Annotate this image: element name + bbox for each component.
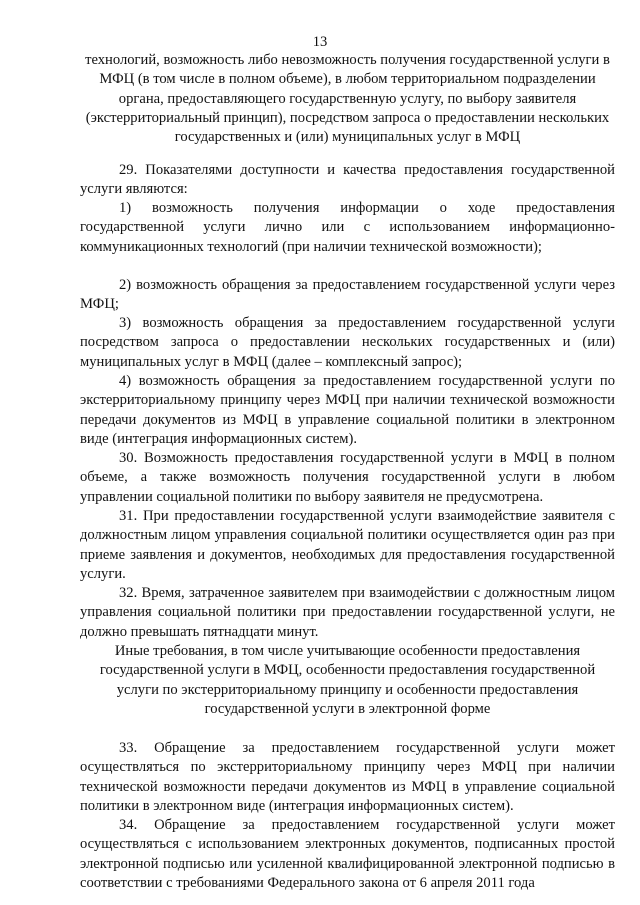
paragraph-31: 31. При предоставлении государственной услуги взаимодействие заявителя с должностным лицом управления социальной политики осуществляется один раз при приеме заявления и документов, необходимых для предоставления государственной услуги. (80, 508, 615, 582)
page-number: 13 (312, 34, 328, 50)
paragraph-29-item-1: 1) возможность получения информации о ходе предоставления государственной услуги лично или с использованием информационно-коммуникационных технологий (при наличии технической возможности); (80, 200, 615, 255)
paragraph-29-item-3: 3) возможность обращения за предоставлением государственной услуги посредством запроса о предоставлении нескольких государственных и (или) муниципальных услуг в МФЦ (далее – комплексный запрос); (80, 315, 615, 370)
paragraph-29-item-4: 4) возможность обращения за предоставлением государственной услуги по экстерриториальному принципу через МФЦ при наличии технической возможности передачи документов из МФЦ в управление социальной политики в электронном виде (интеграция информационных систем). (80, 373, 615, 447)
paragraph-33: 33. Обращение за предоставлением государственной услуги может осуществляться по экстерриториальному принципу через МФЦ при наличии технической возможности передачи документов из МФЦ в управление социальной политики в электронном виде (интеграция информационных систем). (80, 740, 615, 814)
paragraph-32: 32. Время, затраченное заявителем при взаимодействии с должностным лицом управления социальной политики при предоставлении государственной услуги, не должно превышать пятнадцати минут. (80, 585, 615, 640)
paragraph-29-intro: 29. Показателями доступности и качества предоставления государственной услуги являются: (80, 162, 615, 198)
paragraph-30: 30. Возможность предоставления государственной услуги в МФЦ в полном объеме, а также возможность получения государственной услуги в любом управлении социальной политики по выбору заявителя не предусмотрена. (80, 450, 615, 505)
paragraph-29-item-2: 2) возможность обращения за предоставлением государственной услуги через МФЦ; (80, 277, 615, 313)
section-heading: Иные требования, в том числе учитывающие особенности предоставления государственной услуги в МФЦ, особенности предоставления государственной услуги по экстерриториальному принципу и особенности предоставления государственной услуги в электронной форме (99, 643, 596, 717)
continuation-paragraph: технологий, возможность либо невозможность получения государственной услуги в МФЦ (в том числе в полном объеме), в любом территориальном подразделении органа, предоставляющего государственную услугу, по выбору заявителя (экстерриториальный принцип), посредством запроса о предоставлении нескольких государственных и (или) муниципальных услуг в МФЦ (85, 52, 610, 146)
paragraph-34: 34. Обращение за предоставлением государственной услуги может осуществляться с использованием электронных документов, подписанных простой электронной подписью или усиленной квалифицированной электронной подписью в соответствии с требованиями Федерального закона от 6 апреля 2011 года (80, 817, 615, 891)
